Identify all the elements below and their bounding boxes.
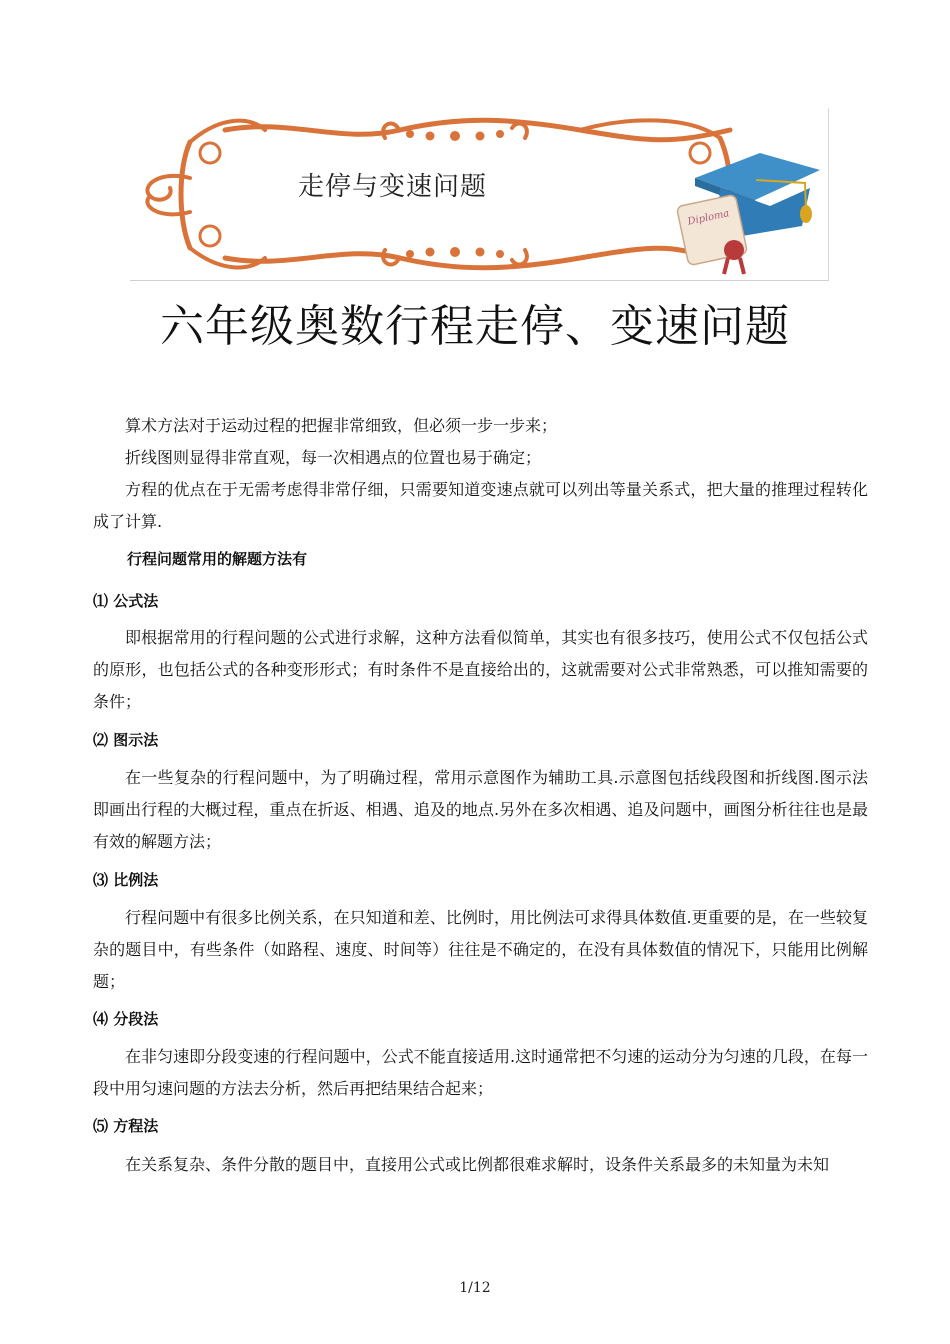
methods-heading: 行程问题常用的解题方法有 (127, 550, 308, 568)
banner-title: 走停与变速问题 (298, 172, 488, 202)
method-3-heading: ⑶ 比例法 (93, 871, 159, 889)
method-3-text: 行程问题中有很多比例关系，在只知道和差、比例时，用比例法可求得具体数值.更重要的是，在一些较复杂的题目中，有些条件（如路程、速度、时间等）往往是不确定的，在没有具体数值的情况下，只能用比例解题； (93, 908, 868, 991)
method-1-heading: ⑴ 公式法 (93, 592, 159, 610)
method-2-text: 在一些复杂的行程问题中，为了明确过程，常用示意图作为辅助工具.示意图包括线段图和折线图.图示法即画出行程的大概过程，重点在折返、相遇、追及的地点.另外在多次相遇、追及问题中，画图分析往往也是最有效的解题方法； (93, 768, 868, 851)
intro-paragraph-1: 算术方法对于运动过程的把握非常细致，但必须一步一步来； (125, 416, 558, 435)
method-4-heading: ⑷ 分段法 (93, 1010, 159, 1028)
diploma-icon (676, 194, 747, 274)
document-title: 六年级奥数行程走停、变速问题 (160, 301, 790, 352)
method-2-heading: ⑵ 图示法 (93, 731, 159, 749)
title-banner (130, 108, 829, 281)
method-5-heading: ⑸ 方程法 (93, 1117, 159, 1135)
intro-paragraph-2: 折线图则显得非常直观，每一次相遇点的位置也易于确定； (125, 448, 542, 467)
method-4-text: 在非匀速即分段变速的行程问题中，公式不能直接适用.这时通常把不匀速的运动分为匀速的几段，在每一段中用匀速问题的方法去分析，然后再把结果结合起来； (93, 1047, 868, 1098)
method-1-text: 即根据常用的行程问题的公式进行求解，这种方法看似简单，其实也有很多技巧，使用公式不仅包括公式的原形，也包括公式的各种变形形式；有时条件不是直接给出的，这就需要对公式非常熟悉，可以推知需要的条件； (93, 628, 868, 711)
intro-paragraph-3: 方程的优点在于无需考虑得非常仔细，只需要知道变速点就可以列出等量关系式，把大量的推理过程转化成了计算. (93, 480, 868, 531)
svg-text:Diploma: Diploma (686, 208, 731, 228)
page-number: 1/12 (459, 1280, 491, 1296)
method-5-text: 在关系复杂、条件分散的题目中，直接用公式或比例都很难求解时，设条件关系最多的未知量为未知 (125, 1155, 830, 1174)
